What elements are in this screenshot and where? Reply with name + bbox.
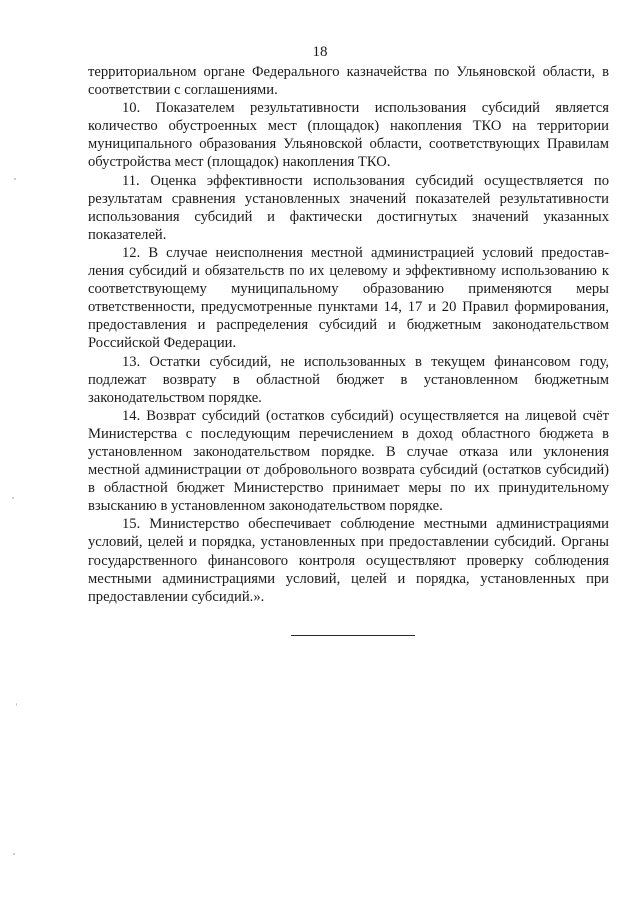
end-separator-line xyxy=(291,635,415,636)
paragraph-15-control: 15. Министерство обеспечивает соблюдение местными администрациями условий, целей и порядка, установленных при предоставлении субсидий. Органы государственного финансового контроля осуществляют проверку соблюдения местными администрациями условий, целей и порядка, установленных при предоставлении субсидий.». xyxy=(88,516,609,605)
scan-speck xyxy=(16,703,17,706)
scan-speck xyxy=(12,497,14,499)
page-number: 18 xyxy=(312,44,328,60)
paragraph-12-noncompliance: 12. В случае неисполнения местной администрацией условий предоставления субсидий и обязательств по их целевому и эффективному использованию к соответствующему муниципальному образованию применяются меры ответственности, предусмотренные пунктами 14, 17 и 20 Правил формирования, предоставления и распределения субсидий и бюджетным законодательством Российской Федерации. xyxy=(88,244,609,352)
paragraph-13-remainders: 13. Остатки субсидий, не использованных в текущем финансовом году, подлежат возврату в областной бюджет в установленном бюджетным законодательством порядке. xyxy=(88,353,609,406)
scan-speck xyxy=(13,853,15,855)
paragraph-continuation: территориальном органе Федерального казначейства по Ульяновской области, в соответствии с соглашениями. xyxy=(88,64,609,99)
scan-speck xyxy=(14,178,16,180)
paragraph-10-indicator: 10. Показателем результативности использования субсидий является количество обустроенных мест (площадок) накопления ТКО на территории муниципального образования Ульяновской области, соответствующих Правилам обустройства мест (площадок) накопления ТКО. xyxy=(88,100,609,171)
paragraph-11-efficiency: 11. Оценка эффективности использования субсидий осуществляется по результатам сравнения установленных значений показателей результативности использования субсидий и фактически достигнутых значений указанных показателей. xyxy=(88,172,609,243)
paragraph-14-refund: 14. Возврат субсидий (остатков субсидий) осуществляется на лицевой счёт Министерства с последующим перечислением в доход областного бюджета в установленном законодательством порядке. В случае отказа или уклонения местной администрации от добровольного возврата субсидий (остатков субсидий) в областной бюджет Министерство принимает меры по их принудительному взысканию в установленном законодательством порядке. xyxy=(88,407,609,515)
document-body xyxy=(88,63,609,606)
